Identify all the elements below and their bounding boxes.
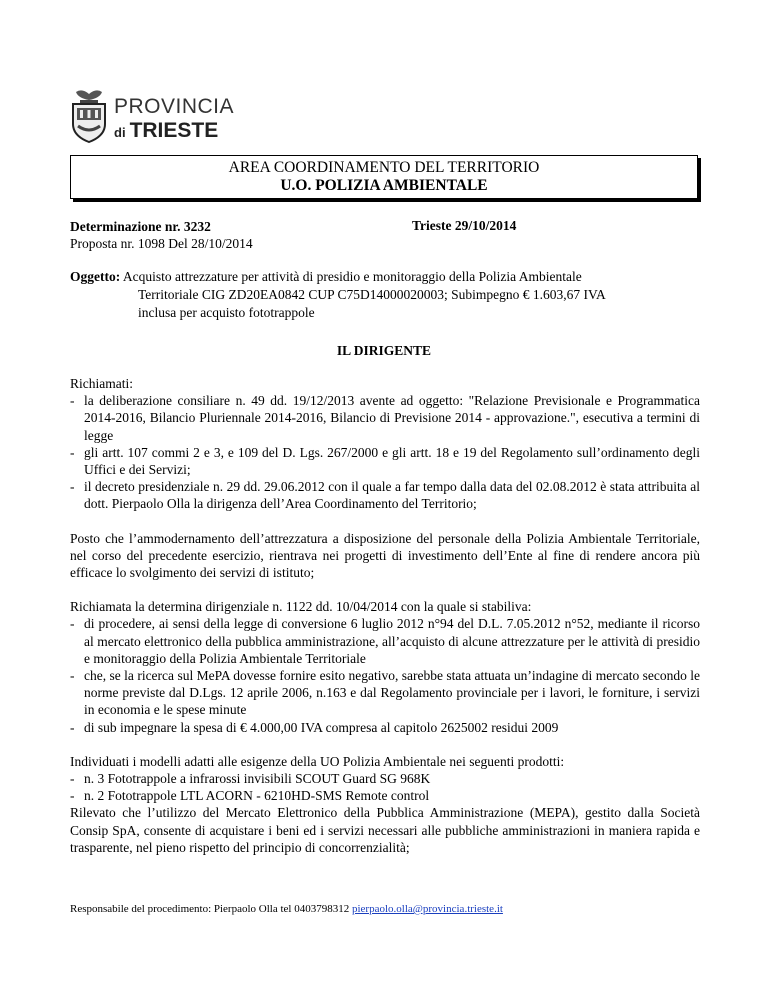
header-unit: U.O. POLIZIA AMBIENTALE <box>280 177 488 194</box>
proposta-number: Proposta nr. 1098 Del 28/10/2014 <box>70 236 253 251</box>
list-item: - gli artt. 107 commi 2 e 3, e 109 del D. Lgs. 267/2000 e gli artt. 18 e 19 del Regolamento sull’ordinamento degli Uffici e dei Servizi; <box>70 444 700 478</box>
footer-email-link[interactable]: pierpaolo.olla@provincia.trieste.it <box>351 903 503 915</box>
oggetto-line-2: Territoriale CIG ZD20EA0842 CUP C75D14000020003; Subimpegno € 1.603,67 IVA <box>138 287 606 302</box>
richiamata-intro: Richiamata la determina dirigenziale n. 1122 dd. 10/04/2014 con la quale si stabiliva: <box>70 599 532 615</box>
oggetto-line-3: inclusa per acquisto fototrappole <box>138 305 315 320</box>
list-item: - di sub impegnare la spesa di € 4.000,00 IVA compresa al capitolo 2625002 residui 2009 <box>70 719 559 735</box>
footer <box>70 903 503 915</box>
list-item: - il decreto presidenziale n. 29 dd. 29.06.2012 con il quale a far tempo dalla data del 02.08.2012 è stata attribuita al dott. Pierpaolo Olla la dirigenza dell’Area Coordinamento del Territorio; <box>70 479 700 512</box>
individuati-intro: Individuati i modelli adatti alle esigenze della UO Polizia Ambientale nei seguenti prodotti: <box>70 753 565 769</box>
document-body <box>70 375 700 856</box>
logo-prefix: di <box>114 125 126 140</box>
header-area: AREA COORDINAMENTO DEL TERRITORIO <box>228 159 540 176</box>
footer-text: Responsabile del procedimento: Pierpaolo Olla tel 0403798312 <box>70 903 350 915</box>
provincia-logo <box>70 88 240 144</box>
list-item: - n. 3 Fototrappole a infrarossi invisibili SCOUT Guard SG 968K <box>70 771 431 787</box>
document-date: Trieste 29/10/2014 <box>412 218 517 233</box>
rilevato-paragraph: Rilevato che l’utilizzo del Mercato Elettronico della Pubblica Amministrazione (MEPA), gestito dalla Società Consip SpA, consente di acquistare i beni ed i servizi necessari alle pubbliche amministrazioni in maniera rapida e trasparente, nel pieno rispetto del principio di concorrenzialità; <box>70 805 700 855</box>
section-title: IL DIRIGENTE <box>336 343 432 358</box>
header-box <box>70 155 698 199</box>
oggetto-label: Oggetto: <box>70 269 121 284</box>
coat-of-arms-icon <box>70 88 108 144</box>
list-item: - n. 2 Fototrappole LTL ACORN - 6210HD-SMS Remote control <box>70 788 430 804</box>
list-item: - che, se la ricerca sul MePA dovesse fornire esito negativo, sarebbe stata attuata un’indagine di mercato secondo le norme previste dal D.Lgs. 12 aprile 2006, n.163 e dal Regolamento provinciale per i lavori, le forniture, i servizi in economia e le spese minute <box>70 668 700 718</box>
logo-line-2 <box>114 120 234 141</box>
meta-block <box>70 218 253 252</box>
oggetto-line-1: Acquisto attrezzature per attività di presidio e monitoraggio della Polizia Ambientale <box>122 269 582 284</box>
posto-paragraph: Posto che l’ammodernamento dell’attrezzatura a disposizione del personale della Polizia Ambientale Territoriale, nel corso del precedente esercizio, rientrava nei progetti di investimento dell’Ente al fine di rendere ancora più efficace lo svolgimento dei servizi di istituto; <box>70 530 700 581</box>
richiamati-intro: Richiamati: <box>70 376 133 391</box>
determinazione-number: Determinazione nr. 3232 <box>70 219 211 234</box>
oggetto-block <box>70 268 700 322</box>
logo-city: TRIESTE <box>129 119 219 142</box>
list-item: - la deliberazione consiliare n. 49 dd. 19/12/2013 avente ad oggetto: "Relazione Previsionale e Programmatica 2014-2016, Bilancio Pluriennale 2014-2016, Bilancio di Previsione 2014 - approvazione.", esecutiva a termini di legge <box>70 393 700 443</box>
logo-line-1: PROVINCIA <box>114 95 235 118</box>
list-item: - di procedere, ai sensi della legge di conversione 6 luglio 2012 n°94 del D.L. 7.05.2012 n°52, mediante il ricorso al mercato elettronico della pubblica amministrazione, all’acquisto di alcune attrezzature per le attività di presidio e monitoraggio della Polizia Ambientale Territoriale <box>70 616 700 666</box>
